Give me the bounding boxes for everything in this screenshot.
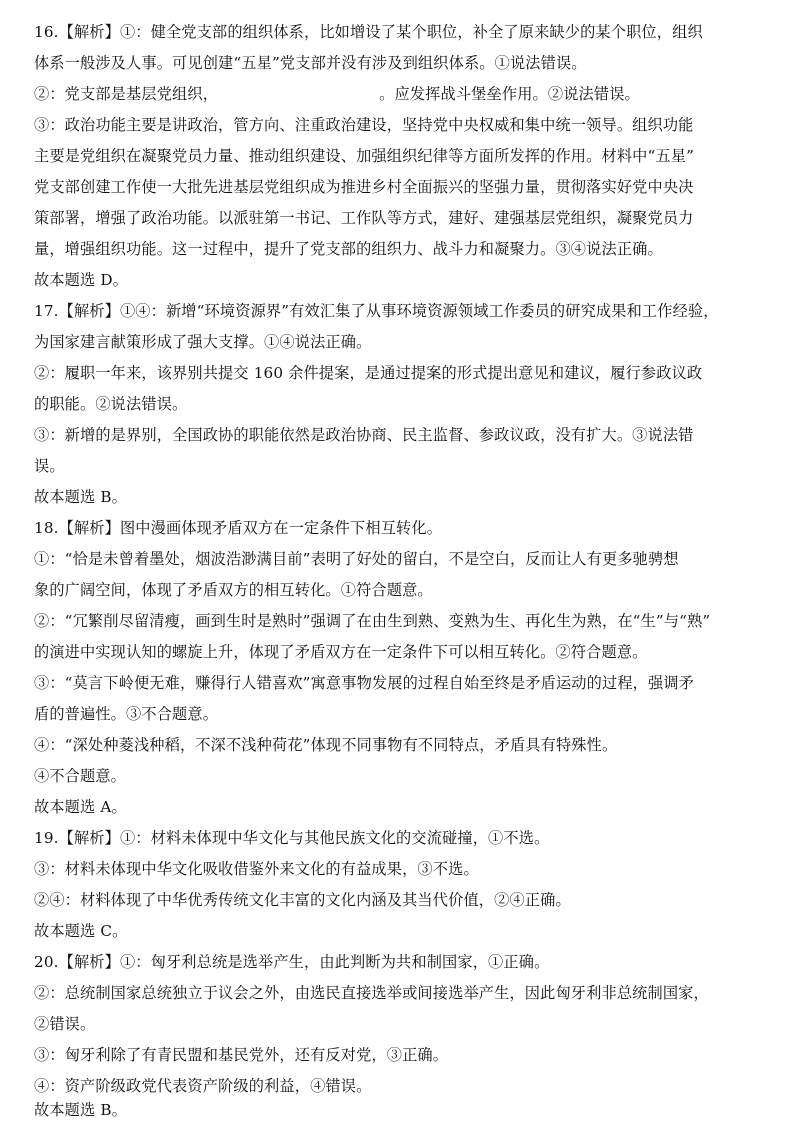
text-line: 误。 (34, 457, 65, 475)
text-line: 19.【解析】①：材料未体现中华文化与其他民族文化的交流碰撞，①不选。 (34, 829, 550, 847)
text-line: 策部署，增强了政治功能。以派驻第一书记、工作队等方式，建好、建强基层党组织，凝聚党员力 (34, 209, 694, 227)
text-line: 18.【解析】图中漫画体现矛盾双方在一定条件下相互转化。 (34, 519, 443, 537)
text-line: 盾的普遍性。③不合题意。 (34, 705, 219, 723)
text-line: 故本题选 C。 (34, 922, 128, 940)
text-line: ③：材料未体现中华文化吸收借鉴外来文化的有益成果，③不选。 (34, 860, 479, 878)
text-line: 故本题选 B。 (34, 1101, 127, 1119)
text-line: ③：匈牙利除了有青民盟和基民党外，还有反对党，③正确。 (34, 1046, 449, 1064)
text-line: 党支部创建工作使一大批先进基层党组织成为推进乡村全面振兴的坚强力量，贯彻落实好党中央决 (34, 178, 694, 196)
text-line: ③：新增的是界别，全国政协的职能依然是政治协商、民主监督、参政议政，没有扩大。③说法错 (34, 426, 694, 444)
text-line: ④：资产阶级政党代表资产阶级的利益，④错误。 (34, 1077, 372, 1095)
text-line: 的演进中实现认知的螺旋上升，体现了矛盾双方在一定条件下可以相互转化。②符合题意。 (34, 643, 648, 661)
text-line: 16.【解析】①：健全党支部的组织体系，比如增设了某个职位，补全了原来缺少的某个职位，组织 (34, 23, 703, 41)
text-line: 主要是党组织在凝聚党员力量、推动组织建设、加强组织纪律等方面所发挥的作用。材料中“五星” (34, 147, 695, 165)
text-line: 为国家建言献策形成了强大支撑。①④说法正确。 (34, 333, 372, 351)
text-line: 故本题选 D。 (34, 271, 128, 289)
text-line: ②：履职一年来，该界别共提交 160 余件提案，是通过提案的形式提出意见和建议，履行参政议政 (34, 364, 703, 382)
text-line: 的职能。②说法错误。 (34, 395, 188, 413)
text-line: 象的广阔空间，体现了矛盾双方的相互转化。①符合题意。 (34, 581, 433, 599)
text-line: ③：政治功能主要是讲政治，管方向、注重政治建设，坚持党中央权威和集中统一领导。组织功能 (34, 116, 694, 134)
text-line: ②：总统制国家总统独立于议会之外，由选民直接选举或间接选举产生，因此匈牙利非总统制国家， (34, 984, 709, 1002)
text-line: ②：党支部是基层党组织， 。应发挥战斗堡垒作用。②说法错误。 (34, 85, 640, 103)
text-line: ②④：材料体现了中华优秀传统文化丰富的文化内涵及其当代价值，②④正确。 (34, 891, 571, 909)
text-line: 20.【解析】①：匈牙利总统是选举产生，由此判断为共和制国家，①正确。 (34, 953, 550, 971)
text-line: 体系一般涉及人事。可见创建“五星”党支部并没有涉及到组织体系。①说法错误。 (34, 54, 587, 72)
text-line: ③：“莫言下岭便无难，赚得行人错喜欢”寓意事物发展的过程自始至终是矛盾运动的过程，强调矛 (34, 674, 695, 692)
text-line: ②：“冗繁削尽留清瘦，画到生时是熟时”强调了在由生到熟、变熟为生、再化生为熟，在“生”与“熟” (34, 612, 711, 630)
text-line: 故本题选 A。 (34, 798, 127, 816)
text-line: ④：“深处种菱浅种稻，不深不浅种荷花”体现不同事物有不同特点，矛盾具有特殊性。 (34, 736, 618, 754)
text-line: 量，增强组织功能。这一过程中，提升了党支部的组织力、战斗力和凝聚力。③④说法正确。 (34, 240, 663, 258)
text-line: 17.【解析】①④：新增“环境资源界”有效汇集了从事环境资源领域工作委员的研究成果和工作经验， (34, 302, 719, 320)
text-line: 故本题选 B。 (34, 488, 127, 506)
text-line: ④不合题意。 (34, 767, 127, 785)
text-line: ①：“恰是未曾着墨处，烟波浩渺满目前”表明了好处的留白，不是空白，反而让人有更多驰骋想 (34, 550, 679, 568)
text-line: ②错误。 (34, 1015, 96, 1033)
